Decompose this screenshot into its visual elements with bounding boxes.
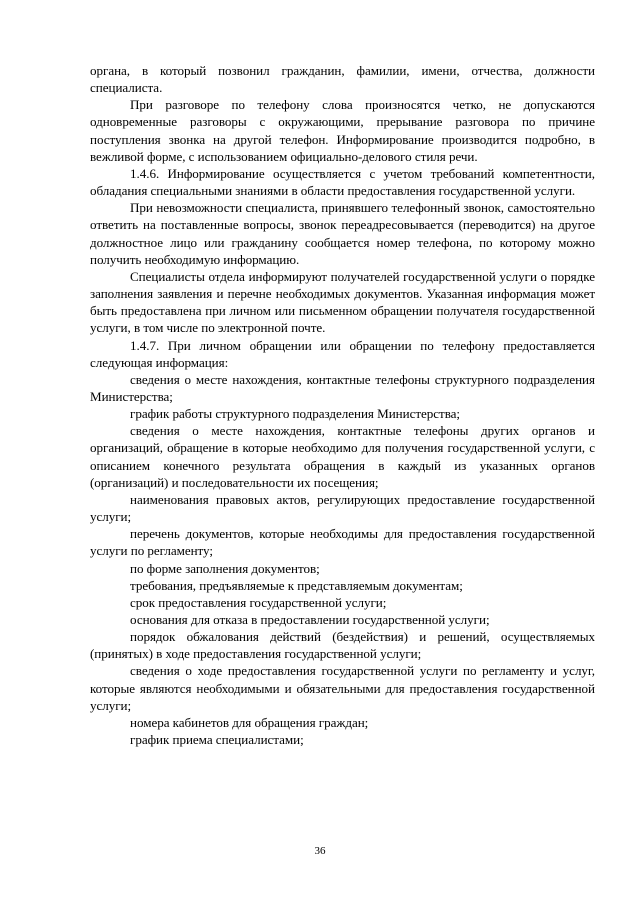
paragraph: органа, в который позвонил гражданин, фамилии, имени, отчества, должности специалиста.: [90, 63, 595, 96]
list-item: срок предоставления государственной услуги;: [130, 594, 387, 610]
paragraph: 1.4.6. Информирование осуществляется с учетом требований компетентности, обладания специальными знаниями в области предоставления государственной услуги.: [90, 165, 595, 199]
list-item: наименования правовых актов, регулирующих предоставление государственной услуги;: [90, 491, 595, 525]
paragraph: При невозможности специалиста, принявшего телефонный звонок, самостоятельно ответить на поставленные вопросы, звонок переадресовывается (переводится) на другое должностное лицо или гражданину сообщается номер телефона, по которому можно получить необходимую информацию.: [90, 200, 595, 267]
paragraph: Специалисты отдела информируют получателей государственной услуги о порядке заполнения заявления и перечне необходимых документов. Указанная информация может быть предоставлена при личном или письменном обращении получателя государственной услуги, в том числе по электронной почте.: [90, 268, 595, 336]
list-item: по форме заполнения документов;: [130, 560, 320, 576]
list-item: сведения о ходе предоставления государственной услуги по регламенту и услуг, которые являются необходимыми и обязательными для предоставления государственной услуги;: [90, 663, 595, 713]
page-number: 36: [314, 845, 326, 857]
list-item: график приема специалистами;: [130, 732, 304, 748]
list-item: график работы структурного подразделения Министерства;: [130, 406, 461, 422]
document-body: [90, 62, 595, 748]
list-item: перечень документов, которые необходимы для предоставления государственной услуги по регламенту;: [90, 526, 595, 559]
list-item: требования, предъявляемые к представляемым документам;: [130, 577, 463, 593]
paragraph: При разговоре по телефону слова произносятся четко, не допускаются одновременные разговоры с окружающими, прерывание разговора по причине поступления звонка на другой телефон. Информирование производится подробно, в вежливой форме, с использованием официально-делового стиля речи.: [90, 97, 595, 164]
list-item: порядок обжалования действий (бездействия) и решений, осуществляемых (принятых) в ходе предоставления государственной услуги;: [90, 629, 595, 662]
paragraph: 1.4.7. При личном обращении или обращении по телефону предоставляется следующая информация:: [90, 337, 595, 370]
list-item: сведения о месте нахождения, контактные телефоны других органов и организаций, обращение в которые необходимо для получения государственной услуги, с описанием конечного результата обращения в каждый из указанных органов (организаций) и последовательности их посещения;: [90, 423, 595, 490]
list-item: номера кабинетов для обращения граждан;: [130, 714, 369, 730]
list-item: сведения о месте нахождения, контактные телефоны структурного подразделения Министерства;: [90, 371, 595, 404]
list-item: основания для отказа в предоставлении государственной услуги;: [130, 612, 490, 627]
